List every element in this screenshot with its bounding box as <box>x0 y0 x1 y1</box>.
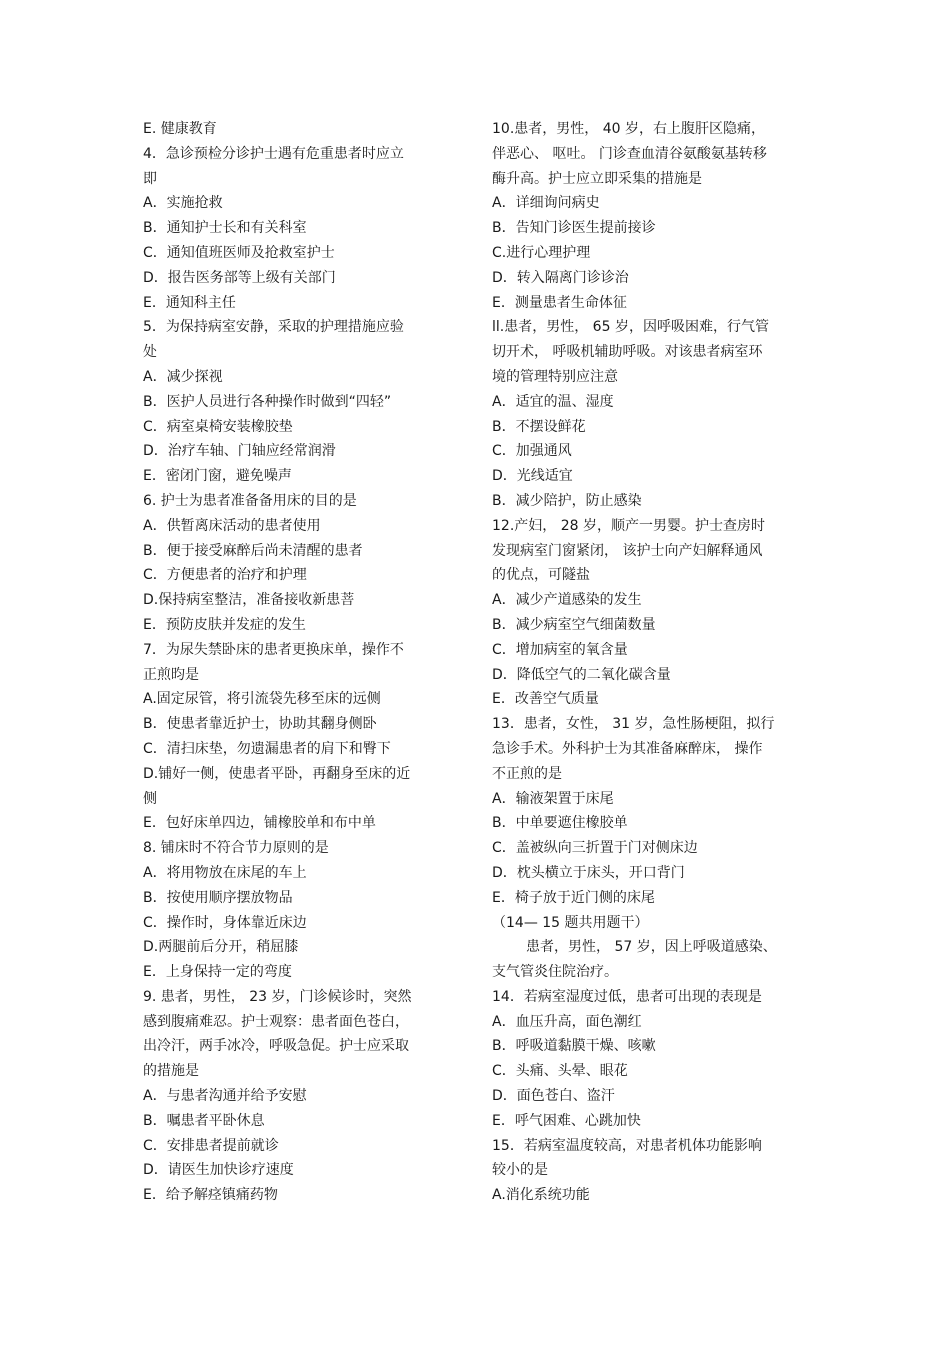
text-line: A．供暂离床活动的患者使用 <box>143 517 321 534</box>
text-line: A．将用物放在床尾的车上 <box>143 864 307 881</box>
text-line: D.保持病室整洁，准备接收新患菩 <box>143 592 355 609</box>
text-line: C．安排患者提前就诊 <box>143 1137 279 1154</box>
text-line: E．椅子放于近门侧的床尾 <box>492 889 655 906</box>
text-line: A．适宜的温、湿度 <box>492 393 614 410</box>
text-line: B．减少陪护，防止感染 <box>492 492 642 509</box>
text-line: 患者，男性， 57 岁，因上呼吸道感染、 <box>526 939 777 956</box>
text-line: C．操作时，身体靠近床边 <box>143 914 307 931</box>
text-line: D．枕头横立于床头，开口背门 <box>492 864 685 881</box>
text-line: B．告知门诊医生提前接诊 <box>492 220 656 237</box>
text-line: B．不摆设鲜花 <box>492 418 586 435</box>
right-column <box>492 117 807 1208</box>
text-line: C．增加病室的氧含量 <box>492 641 628 658</box>
text-line: C．清扫床垫，勿遗漏患者的肩下和臀下 <box>143 740 391 757</box>
text-line: A．减少产道感染的发生 <box>492 592 642 609</box>
text-line: 7．为尿失禁卧床的患者更换床单，操作不 <box>143 641 404 658</box>
text-line: A．输液架置于床尾 <box>492 790 614 807</box>
text-line: D．请医生加快诊疗速度 <box>143 1162 294 1179</box>
text-line: A.固定尿管，将引流袋先移至床的远侧 <box>143 691 381 708</box>
text-line: E．通知科主任 <box>143 294 236 311</box>
text-line: A．实施抢救 <box>143 195 223 212</box>
text-line: D．面色苍白、盗汗 <box>492 1088 615 1105</box>
text-line: 12.产妇， 28 岁，顺产一男婴。护士查房时 <box>492 517 765 534</box>
text-line: A．详细询问病史 <box>492 195 600 212</box>
text-line: 感到腹痛难忍。护士观察：患者面色苍白， <box>143 1013 409 1030</box>
text-line: E. 健康教育 <box>143 121 217 137</box>
text-line: 较小的是 <box>492 1162 548 1179</box>
text-line: E．测量患者生命体征 <box>492 294 627 311</box>
text-line: B．按使用顺序摆放物品 <box>143 889 293 906</box>
text-line: E．预防皮肤并发症的发生 <box>143 616 306 633</box>
text-line: 支气管炎住院治疗。 <box>492 964 618 981</box>
text-line: D．降低空气的二氧化碳含量 <box>492 666 671 683</box>
text-line: E．给予解痉镇痛药物 <box>143 1187 278 1204</box>
text-line: A．血压升高，面色潮红 <box>492 1013 642 1030</box>
text-line: 的措施是 <box>143 1063 199 1080</box>
text-line: A．减少探视 <box>143 368 223 385</box>
text-line: 出冷汗，两手冰冷，呼吸急促。护士应采取 <box>143 1038 409 1055</box>
text-line: C.进行心理护理 <box>492 244 591 261</box>
text-line: 4．急诊预检分诊护士遇有危重患者时应立 <box>143 145 404 162</box>
text-line: C．通知值班医师及抢救室护士 <box>143 244 335 261</box>
text-line: 侧 <box>143 790 157 807</box>
text-line: C．加强通风 <box>492 443 572 460</box>
text-line: B．中单要遮住橡胶单 <box>492 815 628 832</box>
text-line: E．包好床单四边，铺橡胶单和布中单 <box>143 815 376 832</box>
text-line: 境的管理特别应注意 <box>492 368 618 385</box>
text-line: 酶升高。护士应立即采集的措施是 <box>492 170 702 187</box>
text-line: 急诊手术。外科护士为其准备麻醉床， 操作 <box>492 740 763 757</box>
text-line: C．盖被纵向三折置于门对侧床边 <box>492 840 698 857</box>
text-line: D．治疗车轴、门轴应经常润滑 <box>143 443 336 460</box>
text-line: 不正煎的是 <box>492 765 562 782</box>
text-line: C．病室桌椅安装橡胶垫 <box>143 418 293 435</box>
text-line: 5．为保持病室安静，采取的护理措施应验 <box>143 319 404 336</box>
text-line: B．便于接受麻醉后尚未清醒的患者 <box>143 542 363 559</box>
text-line: B．嘱患者平卧休息 <box>143 1112 265 1129</box>
text-line: E．上身保持一定的弯度 <box>143 964 292 981</box>
text-line: D．报告医务部等上级有关部门 <box>143 269 336 286</box>
text-line: 的优点，可隧盐 <box>492 567 590 584</box>
text-line: 切开术， 呼吸机辅助呼吸。对该患者病室环 <box>492 344 763 361</box>
text-line: E．呼气困难、心跳加快 <box>492 1112 641 1129</box>
text-line: 处 <box>143 344 157 361</box>
text-line: 9. 患者，男性， 23 岁，门诊候诊时，突然 <box>143 988 412 1005</box>
text-line: A．与患者沟通并给予安慰 <box>143 1088 307 1105</box>
left-column <box>143 117 443 1208</box>
text-line: A.消化系统功能 <box>492 1187 590 1204</box>
text-line: D.两腿前后分开，稍屈膝 <box>143 939 299 956</box>
text-line: 10.患者，男性， 40 岁，右上腹肝区隐痛， <box>492 121 765 137</box>
text-line: D．光线适宜 <box>492 468 573 485</box>
text-line: D.铺好一侧，使患者平卧，再翻身至床的近 <box>143 765 411 782</box>
text-line: B．使患者靠近护士，协助其翻身侧卧 <box>143 716 377 733</box>
text-line: E．密闭门窗，避免噪声 <box>143 468 292 485</box>
text-line: 即 <box>143 170 157 187</box>
text-line: C．方便患者的治疗和护理 <box>143 567 307 584</box>
text-line: 发现病室门窗紧闭， 该护士向产妇解释通风 <box>492 542 763 559</box>
text-line: B．医护人员进行各种操作时做到“四轻” <box>143 393 392 410</box>
text-line: ll.患者，男性， 65 岁，因呼吸困难，行气管 <box>492 319 769 336</box>
text-line: B．减少病室空气细菌数量 <box>492 616 656 633</box>
text-line: B．通知护士长和有关科室 <box>143 220 307 237</box>
text-line: 正煎昀是 <box>143 666 199 683</box>
text-line: D．转入隔离门诊诊治 <box>492 269 629 286</box>
text-line: B．呼吸道黏膜干燥、咳嗽 <box>492 1038 656 1055</box>
text-line: 8. 铺床时不符合节力原则的是 <box>143 840 329 857</box>
text-line: （14— 15 题共用题干） <box>492 914 649 931</box>
text-line: 13．患者，女性， 31 岁，急性肠梗阻，拟行 <box>492 716 775 733</box>
text-line: E．改善空气质量 <box>492 691 599 708</box>
text-line: 14．若病室湿度过低，患者可出现的表现是 <box>492 988 762 1005</box>
text-line: 伴恶心、 呕吐。 门诊查血清谷氨酸氨基转移 <box>492 145 767 162</box>
text-line: C．头痛、头晕、眼花 <box>492 1063 628 1080</box>
text-line: 6. 护士为患者准备备用床的目的是 <box>143 492 357 509</box>
text-line: 15．若病室温度较高，对患者机体功能影响 <box>492 1137 762 1154</box>
